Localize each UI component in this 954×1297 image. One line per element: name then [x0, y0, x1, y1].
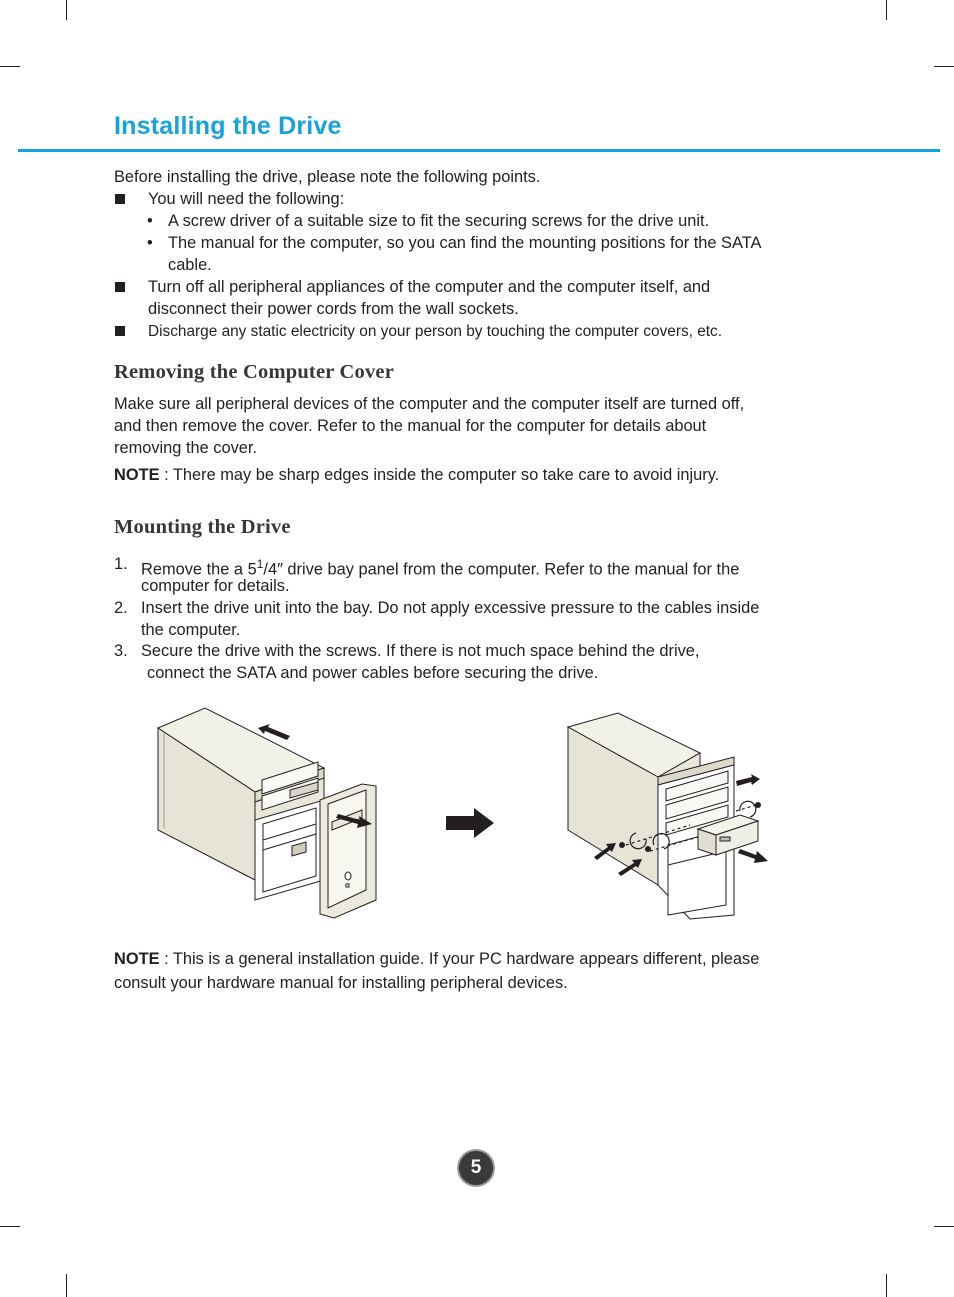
- final-note-cont: consult your hardware manual for installing peripheral devices.: [114, 974, 568, 992]
- step-1-text-a: Remove the a 5: [141, 560, 257, 579]
- step-number: 3.: [114, 642, 128, 660]
- step-2-cont: the computer.: [141, 621, 241, 639]
- step-3: Secure the drive with the screws. If there is not much space behind the drive,: [141, 642, 700, 660]
- note-text: : There may be sharp edges inside the computer so take care to avoid injury.: [159, 466, 720, 484]
- title-rule: [18, 149, 940, 152]
- crop-mark: [886, 0, 887, 20]
- bullet-square: [115, 282, 125, 292]
- note-text: : This is a general installation guide. If your PC hardware appears different, please: [159, 950, 760, 968]
- removing-line: and then remove the cover. Refer to the manual for the computer for details about: [114, 417, 707, 435]
- page-title: Installing the Drive: [114, 112, 342, 140]
- step-1-superscript: 1: [256, 557, 264, 571]
- mounting-heading: Mounting the Drive: [114, 516, 291, 538]
- removing-line: Make sure all peripheral devices of the computer and the computer itself are turned off,: [114, 395, 745, 413]
- sub-bullet-manual-cont: cable.: [168, 256, 212, 274]
- crop-mark: [934, 66, 954, 67]
- sub-bullet-screwdriver: A screw driver of a suitable size to fit the securing screws for the drive unit.: [168, 212, 710, 230]
- note-label: NOTE: [114, 466, 160, 484]
- crop-mark: [934, 1226, 954, 1227]
- step-number: 2.: [114, 599, 128, 617]
- bullet-discharge: Discharge any static electricity on your person by touching the computer covers, etc.: [148, 323, 723, 340]
- crop-mark: [0, 1226, 20, 1227]
- bullet-need: You will need the following:: [148, 190, 345, 208]
- crop-mark: [0, 66, 20, 67]
- sub-bullet-manual: The manual for the computer, so you can find the mounting positions for the SATA: [168, 234, 762, 252]
- bullet-turnoff: Turn off all peripheral appliances of the computer and the computer itself, and: [148, 278, 711, 296]
- removing-line: removing the cover.: [114, 439, 258, 457]
- crop-mark: [66, 1274, 67, 1297]
- bullet-square: [115, 194, 125, 204]
- removing-note: [114, 464, 719, 486]
- step-1-cont: computer for details.: [141, 577, 290, 595]
- note-label: NOTE: [114, 950, 160, 968]
- step-number: 1.: [114, 555, 128, 573]
- final-note: [114, 948, 759, 970]
- crop-mark: [886, 1274, 887, 1297]
- step-arrow-icon: [446, 808, 496, 838]
- bullet-turnoff-cont: disconnect their power cords from the wall sockets.: [148, 300, 519, 318]
- intro-text: Before installing the drive, please note the following points.: [114, 168, 541, 186]
- bullet-dot: •: [147, 212, 153, 230]
- crop-mark: [66, 0, 67, 20]
- illustration-remove-panel: [150, 700, 390, 925]
- removing-heading: Removing the Computer Cover: [114, 361, 395, 383]
- step-2: Insert the drive unit into the bay. Do not apply excessive pressure to the cables inside: [141, 599, 760, 617]
- bullet-dot: •: [147, 234, 153, 252]
- step-1-text-b: /4″ drive bay panel from the computer. Refer to the manual for the: [263, 560, 740, 579]
- illustration-insert-drive: [560, 705, 790, 930]
- step-3-cont: connect the SATA and power cables before securing the drive.: [147, 664, 599, 682]
- page-number: 5: [459, 1151, 493, 1185]
- bullet-square: [115, 326, 125, 336]
